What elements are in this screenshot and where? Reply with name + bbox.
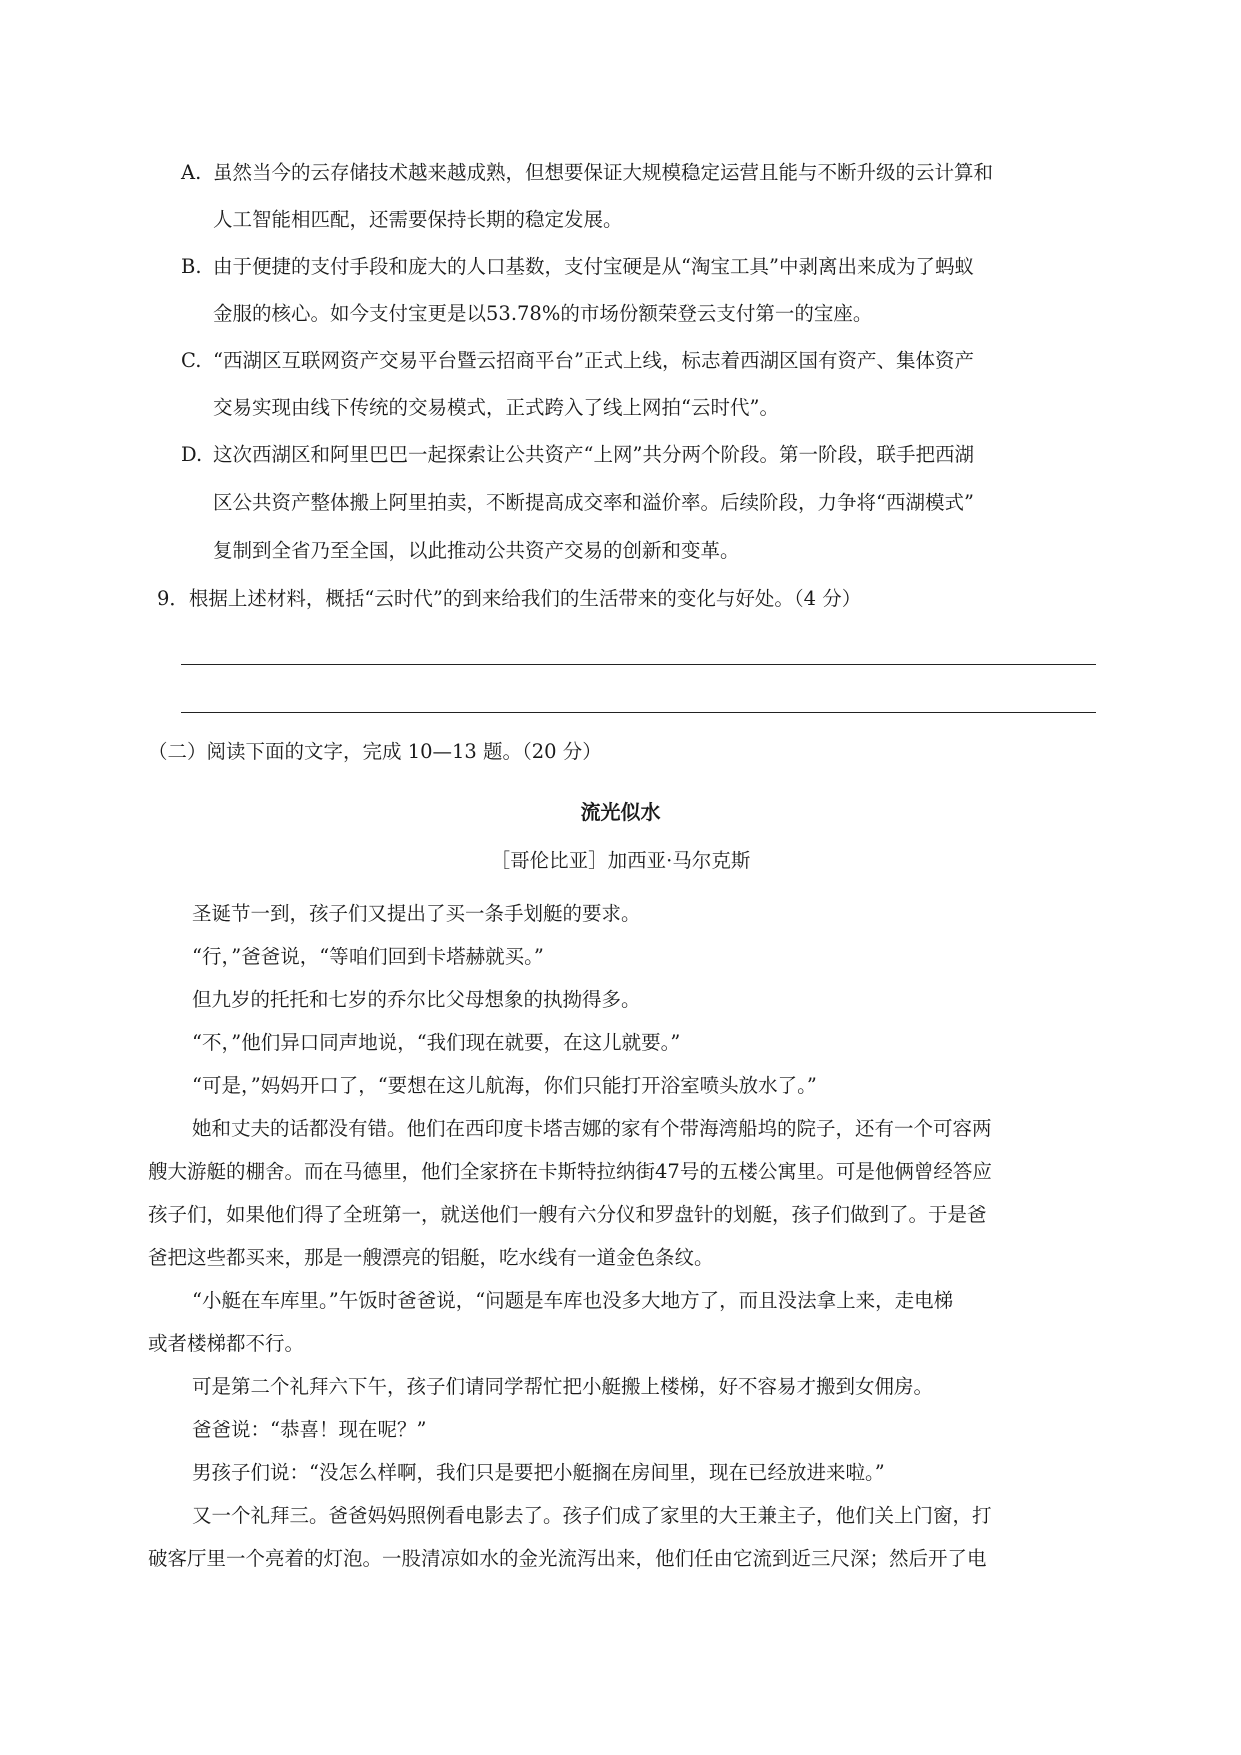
option-c-line-2: 交易实现由线下传统的交易模式，正式跨入了线上网拍“云时代”。: [213, 396, 779, 419]
option-c-label: C.: [181, 349, 202, 372]
option-d-line-2: 区公共资产整体搬上阿里拍卖，不断提高成交率和溢价率。后续阶段，力争将“西湖模式”: [213, 491, 974, 514]
story-line-10: “小艇在车库里。”午饭时爸爸说，“问题是车库也没多大地方了，而且没法拿上来，走电梯: [192, 1289, 954, 1312]
answer-line-2[interactable]: [181, 712, 1096, 713]
story-line-7: 艘大游艇的棚舍。而在马德里，他们全家挤在卡斯特拉纳街47号的五楼公寓里。可是他俩曾经答应: [148, 1160, 992, 1183]
story-line-11: 或者楼梯都不行。: [148, 1332, 305, 1355]
story-line-1: 圣诞节一到，孩子们又提出了买一条手划艇的要求。: [192, 902, 641, 925]
option-d-line-1: 这次西湖区和阿里巴巴一起探索让公共资产“上网”共分两个阶段。第一阶段，联手把西湖: [213, 443, 974, 466]
option-a-line-1: 虽然当今的云存储技术越来越成熟，但想要保证大规模稳定运营且能与不断升级的云计算和: [213, 161, 994, 184]
story-line-12: 可是第二个礼拜六下午，孩子们请同学帮忙把小艇搬上楼梯，好不容易才搬到女佣房。: [192, 1375, 934, 1398]
story-line-8: 孩子们，如果他们得了全班第一，就送他们一艘有六分仪和罗盘针的划艇，孩子们做到了。于是爸: [148, 1203, 987, 1226]
story-line-3: 但九岁的托托和七岁的乔尔比父母想象的执拗得多。: [192, 988, 641, 1011]
story-line-2: “行，”爸爸说，“等咱们回到卡塔赫就买。”: [192, 945, 544, 968]
story-line-13: 爸爸说：“恭喜！现在呢？”: [192, 1418, 427, 1441]
story-line-9: 爸把这些都买来，那是一艘漂亮的铝艇，吃水线有一道金色条纹。: [148, 1246, 714, 1269]
answer-line-1[interactable]: [181, 664, 1096, 665]
option-d-label: D.: [181, 443, 203, 466]
option-c-line-1: “西湖区互联网资产交易平台暨云招商平台”正式上线，标志着西湖区国有资产、集体资产: [213, 349, 974, 372]
option-b-line-1: 由于便捷的支付手段和庞大的人口基数，支付宝硬是从“淘宝工具”中剥离出来成为了蚂蚁: [213, 255, 974, 278]
story-title: 流光似水: [580, 800, 661, 824]
option-a-line-2: 人工智能相匹配，还需要保持长期的稳定发展。: [213, 208, 623, 231]
story-line-6: 她和丈夫的话都没有错。他们在西印度卡塔吉娜的家有个带海湾船坞的院子，还有一个可容两: [192, 1117, 992, 1140]
option-a-label: A.: [181, 161, 202, 184]
story-line-4: “不，”他们异口同声地说，“我们现在就要，在这儿就要。”: [192, 1031, 681, 1054]
story-line-15: 又一个礼拜三。爸爸妈妈照例看电影去了。孩子们成了家里的大王兼主子，他们关上门窗，打: [192, 1504, 992, 1527]
story-author: ［哥伦比亚］加西亚·马尔克斯: [490, 849, 751, 872]
option-d-line-3: 复制到全省乃至全国，以此推动公共资产交易的创新和变革。: [213, 539, 740, 562]
question-9: 9．根据上述材料，概括“云时代”的到来给我们的生活带来的变化与好处。（4 分）: [157, 587, 862, 610]
option-b-label: B.: [181, 255, 202, 278]
story-line-14: 男孩子们说：“没怎么样啊，我们只是要把小艇搁在房间里，现在已经放进来啦。”: [192, 1461, 885, 1484]
option-b-line-2: 金服的核心。如今支付宝更是以53.78%的市场份额荣登云支付第一的宝座。: [213, 302, 873, 325]
section-2-heading: （二）阅读下面的文字，完成 10—13 题。（20 分）: [148, 740, 602, 763]
story-line-5: “可是，”妈妈开口了，“要想在这儿航海，你们只能打开浴室喷头放水了。”: [192, 1074, 817, 1097]
story-line-16: 破客厅里一个亮着的灯泡。一股清凉如水的金光流泻出来，他们任由它流到近三尺深；然后开了电: [148, 1547, 987, 1570]
